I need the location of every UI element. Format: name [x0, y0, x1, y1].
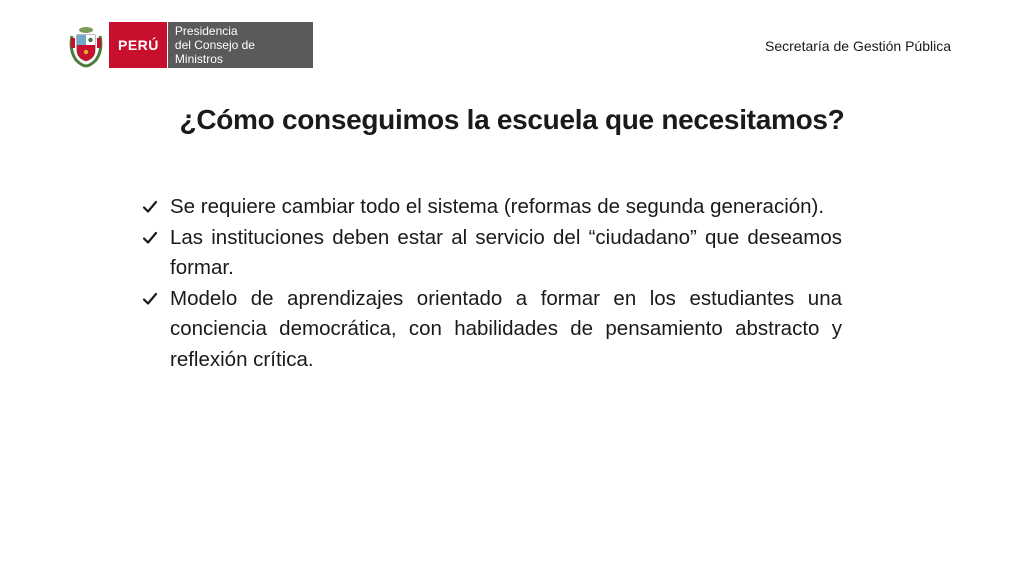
checkmark-icon — [142, 199, 158, 215]
checkmark-icon — [142, 291, 158, 307]
pcm-logo — [68, 22, 313, 68]
checkmark-icon — [142, 230, 158, 246]
logo-org-line1: Presidencia — [174, 24, 238, 38]
bullet-list — [142, 192, 842, 375]
bullet-item — [142, 284, 842, 376]
logo-country-label: PERÚ — [109, 22, 167, 68]
secretaria-label: Secretaría de Gestión Pública — [765, 38, 951, 54]
coat-of-arms-icon — [68, 22, 104, 68]
logo-org-name — [167, 22, 313, 68]
bullet-text: Modelo de aprendizajes orientado a formar en los estudiantes una conciencia democrática, con habilidades de pensamiento abstracto y reflexión crítica. — [170, 286, 842, 371]
bullet-item — [142, 192, 842, 223]
bullet-text: Las instituciones deben estar al servicio del “ciudadano” que deseamos formar. — [170, 225, 842, 279]
slide-title: ¿Cómo conseguimos la escuela que necesitamos? — [179, 104, 845, 135]
bullet-item — [142, 223, 842, 284]
bullet-text: Se requiere cambiar todo el sistema (reformas de segunda generación). — [170, 195, 825, 218]
logo-org-line2: del Consejo de Ministros — [174, 38, 255, 66]
